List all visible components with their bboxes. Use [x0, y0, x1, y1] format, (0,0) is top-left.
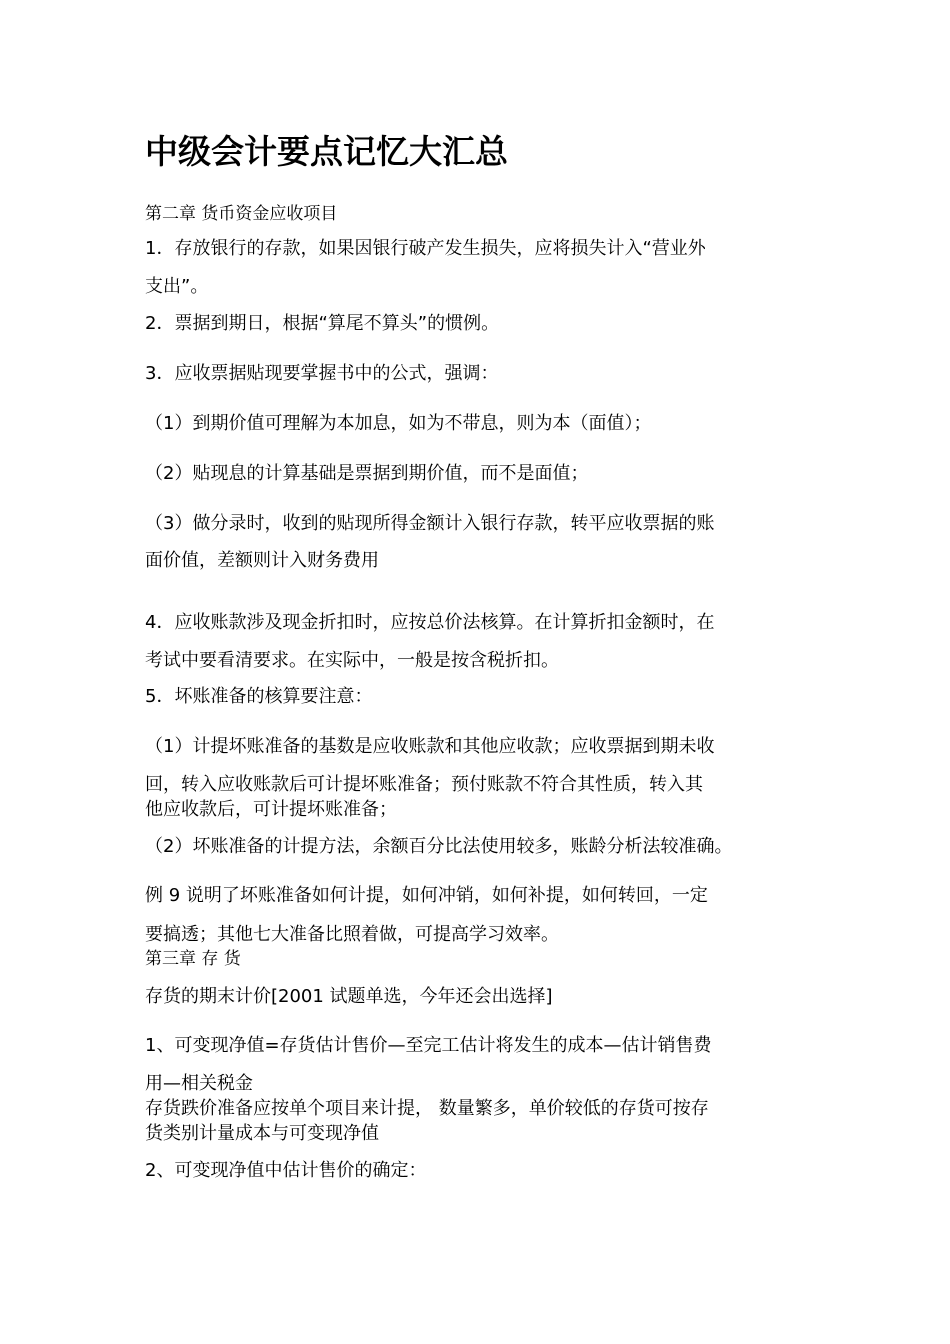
- paragraph-line: 用—相关税金: [145, 1073, 253, 1094]
- paragraph-line: 例 9 说明了坏账准备如何计提，如何冲销，如何补提，如何转回，一定: [145, 885, 708, 906]
- paragraph-line: 支出”。: [145, 276, 209, 297]
- paragraph-line: 5．坏账准备的核算要注意：: [145, 686, 373, 707]
- chapter-heading: 第二章 货币资金应收项目: [145, 204, 338, 224]
- paragraph-line: 2、可变现净值中估计售价的确定：: [145, 1160, 427, 1181]
- paragraph-line: 存货的期末计价[2001 试题单选，今年还会出选择]: [145, 986, 553, 1007]
- paragraph-line: 回，转入应收账款后可计提坏账准备；预付账款不符合其性质，转入其: [145, 774, 703, 795]
- paragraph-line: 货类别计量成本与可变现净值: [145, 1123, 379, 1144]
- paragraph-line: 1．存放银行的存款，如果因银行破产发生损失，应将损失计入“营业外: [145, 238, 706, 259]
- document-title: 中级会计要点记忆大汇总: [145, 132, 508, 171]
- paragraph-line: 1、可变现净值=存货估计售价—至完工估计将发生的成本—估计销售费: [145, 1035, 712, 1056]
- paragraph-line: （1）计提坏账准备的基数是应收账款和其他应收款；应收票据到期未收: [145, 736, 715, 757]
- paragraph-line: 存货跌价准备应按单个项目来计提， 数量繁多，单价较低的存货可按存: [145, 1098, 709, 1119]
- paragraph-line: 要搞透；其他七大准备比照着做，可提高学习效率。: [145, 924, 559, 945]
- paragraph-line: 面价值，差额则计入财务费用: [145, 550, 379, 571]
- paragraph-line: 2．票据到期日，根据“算尾不算头”的惯例。: [145, 313, 500, 334]
- paragraph-line: 考试中要看清要求。在实际中，一般是按含税折扣。: [145, 650, 559, 671]
- paragraph-line: 3．应收票据贴现要掌握书中的公式，强调：: [145, 363, 499, 384]
- paragraph-line: 4．应收账款涉及现金折扣时，应按总价法核算。在计算折扣金额时，在: [145, 612, 715, 633]
- paragraph-line: 他应收款后，可计提坏账准备；: [145, 799, 397, 820]
- chapter-heading: 第三章 存 货: [145, 949, 241, 969]
- paragraph-line: （1）到期价值可理解为本加息，如为不带息，则为本（面值）；: [145, 413, 652, 434]
- paragraph-line: （2）坏账准备的计提方法，余额百分比法使用较多，账龄分析法较准确。: [145, 836, 733, 857]
- paragraph-line: （2）贴现息的计算基础是票据到期价值，而不是面值；: [145, 463, 589, 484]
- paragraph-line: （3）做分录时，收到的贴现所得金额计入银行存款，转平应收票据的账: [145, 513, 715, 534]
